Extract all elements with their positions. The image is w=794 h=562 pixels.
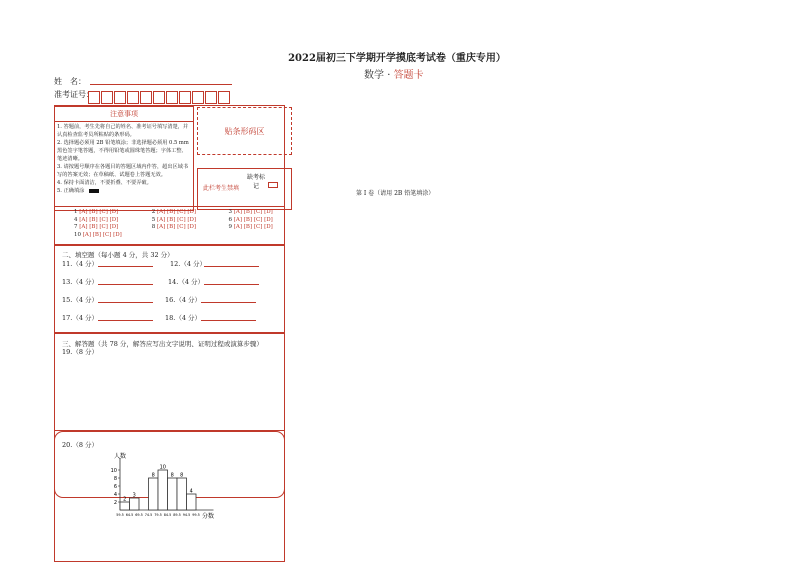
y-tick-label: 2 [113,500,117,506]
histogram-bar [168,478,178,510]
absent-box [197,168,292,210]
q20-label: 20.（8 分） [62,441,99,449]
exam-no-cell[interactable] [140,91,152,104]
exam-no-cell[interactable] [192,91,204,104]
exam-no-cell[interactable] [166,91,178,104]
chart-ylabel: 人数 [114,453,127,460]
x-tick-label: 64.5 [125,513,134,517]
separator: · [387,70,391,81]
filled-sample-icon [89,189,99,193]
exam-title: 2022届初三下学期开学摸底考试卷（重庆专用） [288,53,506,64]
q14-answer-line[interactable] [204,284,259,285]
bar-value-label: 3 [132,492,136,499]
chart-xlabel: 分数 [202,513,215,520]
exam-no-cell[interactable] [101,91,113,104]
absent-mark-label: 缺考标记 [246,174,265,190]
x-tick-label: 89.5 [173,513,181,517]
exam-no-cell[interactable] [179,91,191,104]
q17-label: 17.（4 分） [62,314,99,322]
barcode-label: 贴条形码区 [224,126,265,136]
answer-section-title: 三、解答题（共 78 分，解答应写出文字说明、证明过程或演算步骤） [62,340,263,348]
y-tick-label: 4 [113,492,117,498]
bar-value-label: 4 [189,488,193,495]
bar-value-label: 8 [180,472,184,479]
bar-value-label: 8 [170,472,174,479]
choice-row: 7 [A] [B] [C] [D] 8 [A] [B] [C] [D] 9 [A] [B] [C] [D] [74,224,273,230]
x-tick-label: 59.5 [116,513,124,517]
exam-no-label: 准考证号： [54,90,94,99]
notice-item-1: 1. 答题前，考生先将自己的姓名、准考证号填写清楚，并认真检查监考员所粘贴的条形码。 [57,124,189,138]
exam-no-cell[interactable] [205,91,217,104]
choice-grid[interactable] [74,209,273,239]
x-tick-label: 69.5 [135,513,143,517]
notice-item-5-text: 5. 正确填涂 [57,188,85,194]
q16-label: 16.（4 分） [165,296,202,304]
q12-answer-line[interactable] [204,266,259,267]
q11-label: 11.（4 分） [62,260,99,268]
histogram-chart [100,448,220,520]
q14-label: 14.（4 分） [168,278,205,286]
exam-no-cell[interactable] [88,91,100,104]
absent-mark-checkbox[interactable] [268,182,278,188]
histogram-bar [130,498,140,510]
x-tick-label: 99.5 [192,513,200,517]
histogram-bar [120,502,130,510]
absent-label: 此栏考生禁填 [203,185,240,192]
x-tick-label: 84.5 [163,513,172,517]
exam-no-cell[interactable] [114,91,126,104]
y-tick-label: 8 [113,476,117,482]
q18-answer-line[interactable] [201,320,256,321]
notice-item-2: 2. 选择题必须用 2B 铅笔填涂；非选择题必须用 0.5 mm 黑色签字笔答题，不得用铅笔或圆珠笔答题；字体工整、笔迹清晰。 [57,140,189,162]
card-name: 答题卡 [393,70,424,81]
x-tick-label: 74.5 [144,513,153,517]
choice-row: 1 [A] [B] [C] [D] 2 [A] [B] [C] [D] 3 [A] [B] [C] [D] [74,209,273,215]
choice-row: 4 [A] [B] [C] [D] 5 [A] [B] [C] [D] 6 [A] [B] [C] [D] [74,216,273,223]
notice-item-4: 4. 保持卡面清洁，不要折叠、不要弄破。 [57,180,152,186]
y-tick-label: 6 [113,484,117,490]
q15-answer-line[interactable] [98,302,153,303]
x-tick-label: 79.5 [154,513,162,517]
notice-box [54,106,194,211]
name-label: 姓 名： [54,77,86,86]
q15-label: 15.（4 分） [62,296,99,304]
q19-label: 19.（8 分） [62,348,99,356]
part1-label: 第 I 卷（请用 2B 铅笔填涂） [356,190,435,197]
notice-title: 注意事项 [110,110,138,118]
fill-section-title: 二、填空题（每小题 4 分，共 32 分） [62,251,174,259]
histogram-bar [158,470,168,510]
q13-answer-line[interactable] [98,284,153,285]
choice-row: 10 [A] [B] [C] [D] [74,231,122,238]
exam-no-cell[interactable] [153,91,165,104]
x-tick-label: 94.5 [182,513,191,517]
exam-no-cell[interactable] [218,91,230,104]
subject-label: 数学 [364,70,384,81]
notice-item-3: 3. 请按题号顺序在各题目的答题区域内作答，超出区域书写的答案无效；在草稿纸、试题卷上答题无效。 [57,164,189,178]
histogram-bar [149,478,159,510]
barcode-area [197,107,292,155]
q11-answer-line[interactable] [98,266,153,267]
q12-label: 12.（4 分） [170,260,207,268]
notice-item-5 [57,187,191,195]
bar-value-label: 8 [151,472,155,479]
q17-answer-line[interactable] [98,320,153,321]
name-field[interactable] [90,84,232,85]
q13-label: 13.（4 分） [62,278,99,286]
exam-no-cell[interactable] [127,91,139,104]
bar-value-label: 10 [159,464,166,471]
bar-value-label: 2 [123,496,127,503]
q16-answer-line[interactable] [201,302,256,303]
histogram-bar [187,494,197,510]
histogram-bar [177,478,187,510]
q18-label: 18.（4 分） [165,314,202,322]
exam-subtitle [364,66,424,81]
y-tick-label: 10 [110,468,117,474]
